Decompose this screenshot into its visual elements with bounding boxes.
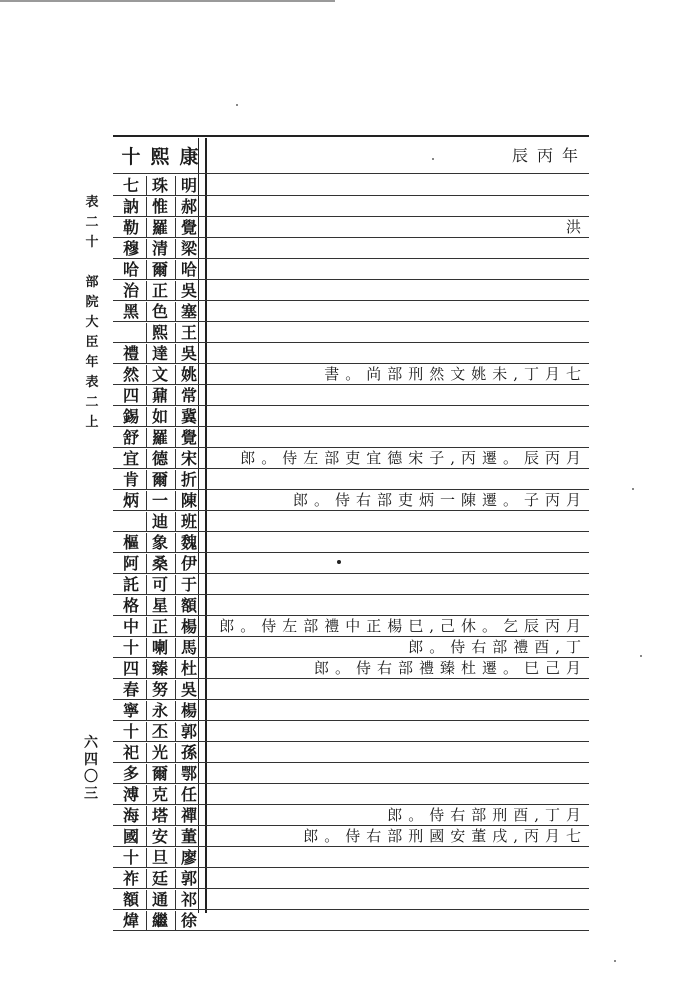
name-char: 一: [146, 491, 173, 511]
ink-speck: [632, 488, 634, 490]
row-names: [118, 827, 202, 847]
row-names: [118, 386, 202, 406]
name-char: 爾: [146, 764, 173, 784]
name-char: 陳: [175, 491, 202, 511]
row-names: [118, 260, 202, 280]
name-char: 多: [122, 764, 139, 783]
row-names: [118, 617, 202, 637]
table-row: [113, 280, 589, 301]
name-char: 春: [122, 680, 139, 699]
row-names: [118, 239, 202, 259]
name-char: 煒: [122, 911, 139, 930]
name-char: 努: [146, 680, 173, 700]
row-names: [118, 449, 202, 469]
table-row: [113, 595, 589, 616]
name-char: 爾: [146, 260, 173, 280]
ink-speck: [640, 655, 642, 657]
row-entry: 書。尚部刑然文姚未,丁月七: [324, 365, 587, 383]
name-char: 禮: [122, 344, 139, 363]
name-char: 哈: [175, 260, 202, 280]
name-char: 郭: [175, 869, 202, 889]
name-char: 珠: [146, 176, 173, 196]
name-char: 班: [175, 512, 202, 532]
name-char: 丕: [146, 722, 173, 742]
name-char: 然: [122, 365, 139, 384]
row-names: [118, 218, 202, 238]
name-char: 清: [146, 239, 173, 259]
table-row: [113, 322, 589, 343]
ink-speck: [236, 104, 238, 106]
name-char: 阿: [122, 554, 139, 573]
name-char: 楊: [175, 617, 202, 637]
name-char: 迪: [146, 512, 173, 532]
name-char: 勒: [122, 218, 139, 237]
name-char: 達: [146, 344, 173, 364]
row-names: [118, 176, 202, 196]
side-title-char: 表: [85, 375, 99, 390]
name-char: 安: [146, 827, 173, 847]
name-char: 羅: [146, 428, 173, 448]
table-row: [113, 490, 589, 511]
name-char: 郭: [175, 722, 202, 742]
name-char: 廷: [146, 869, 173, 889]
name-char: 炳: [122, 491, 139, 510]
name-char: 額: [175, 596, 202, 616]
name-char: 羅: [146, 218, 173, 238]
table-row: [113, 511, 589, 532]
name-char: 塔: [146, 806, 173, 826]
page-number-char: 三: [84, 786, 98, 802]
name-char: 熙: [146, 323, 173, 343]
name-char: 祚: [122, 869, 139, 888]
header-name-char: 熙: [150, 146, 170, 168]
page-top-edge: [0, 0, 335, 2]
table-row: [113, 259, 589, 280]
name-char: 廖: [175, 848, 202, 868]
header-name-char: 十: [121, 146, 141, 168]
name-char: 四: [122, 659, 139, 678]
row-names: [118, 302, 202, 322]
row-entry: 郎。侍右部刑國安董戌,丙月七: [303, 827, 587, 845]
name-char: 中: [122, 617, 139, 636]
side-title-char: [84, 256, 100, 276]
name-char: 馬: [175, 638, 202, 658]
row-entry: 郎。侍左部吏宜德宋子,丙遷。辰丙月: [240, 449, 587, 467]
name-char: 十: [122, 848, 139, 867]
name-char: 色: [146, 302, 173, 322]
row-names: [118, 512, 202, 532]
table-row: [113, 742, 589, 763]
name-char: 杜: [175, 659, 202, 679]
name-char: 桑: [146, 554, 173, 574]
row-names: [118, 764, 202, 784]
side-title-char: 二: [85, 215, 99, 230]
side-title-char: 年: [85, 355, 99, 370]
name-char: 吳: [175, 281, 202, 301]
row-names: [118, 344, 202, 364]
name-char: 伊: [175, 554, 202, 574]
row-names: [118, 197, 202, 217]
page-number-char: 六: [84, 735, 98, 751]
row-entry: 洪: [565, 218, 587, 236]
table-row: [113, 889, 589, 910]
name-char: 塞: [175, 302, 202, 322]
name-char: 梁: [175, 239, 202, 259]
table-row: [113, 343, 589, 364]
table-top-rule: [113, 135, 589, 137]
row-names: [118, 533, 202, 553]
name-char: 十: [122, 638, 139, 657]
name-char: 肯: [122, 470, 139, 489]
name-char: 郝: [175, 197, 202, 217]
name-char: 于: [175, 575, 202, 595]
name-char: 格: [122, 596, 139, 615]
name-char: 臻: [146, 659, 173, 679]
row-names: [118, 701, 202, 721]
name-char: 海: [122, 806, 139, 825]
name-char: 王: [175, 323, 202, 343]
table-row: [113, 406, 589, 427]
name-char: 溥: [122, 785, 139, 804]
side-title-char: 大: [85, 315, 99, 330]
table-row: [113, 679, 589, 700]
name-char: 象: [146, 533, 173, 553]
table-row: [113, 217, 589, 238]
row-rule: [113, 930, 589, 931]
row-names: [118, 911, 202, 931]
name-char: 孫: [175, 743, 202, 763]
table-row: [113, 826, 589, 847]
side-title-char: 院: [85, 295, 99, 310]
table-row: [113, 196, 589, 217]
name-char: 祀: [122, 743, 139, 762]
row-entry: 郎。侍右部禮臻杜遷。巳己月: [313, 659, 587, 677]
side-title-char: 臣: [85, 335, 99, 350]
table-row: [113, 574, 589, 595]
name-char: 惟: [146, 197, 173, 217]
table-row: [113, 427, 589, 448]
row-names: [118, 722, 202, 742]
table-row: [113, 469, 589, 490]
side-title-char: 部: [85, 275, 99, 290]
name-char: 黑: [122, 302, 139, 321]
name-char: 可: [146, 575, 173, 595]
row-names: [118, 470, 202, 490]
name-char: 樞: [122, 533, 139, 552]
name-char: 喇: [146, 638, 173, 658]
ink-speck: [432, 158, 434, 160]
row-entry: 郎。侍左部禮中正楊巳,己休。乞辰丙月: [219, 617, 587, 635]
name-char: 七: [122, 176, 139, 195]
name-char: 訥: [122, 197, 139, 216]
page-number-char: 〇: [84, 769, 98, 785]
name-char: 祁: [175, 890, 202, 910]
name-char: 國: [122, 827, 139, 846]
side-title-char: 二: [85, 395, 99, 410]
table-row: [113, 532, 589, 553]
row-names: [118, 785, 202, 805]
ink-dot: [337, 560, 341, 564]
table-row: [113, 175, 589, 196]
name-char: 治: [122, 281, 139, 300]
row-names: [118, 806, 202, 826]
name-char: 正: [146, 617, 173, 637]
name-char: 魏: [175, 533, 202, 553]
name-char: 董: [175, 827, 202, 847]
table-row: [113, 301, 589, 322]
name-char: 十: [122, 722, 139, 741]
name-char: [118, 323, 144, 343]
name-char: 吳: [175, 680, 202, 700]
name-char: 宋: [175, 449, 202, 469]
name-char: 覺: [175, 428, 202, 448]
name-char: 克: [146, 785, 173, 805]
name-char: 繼: [146, 911, 173, 931]
name-char: 鄂: [175, 764, 202, 784]
name-char: 徐: [175, 911, 202, 931]
ink-speck: [614, 960, 616, 962]
row-names: [118, 575, 202, 595]
side-running-title: [84, 196, 100, 436]
table-row: [113, 868, 589, 889]
name-char: 如: [146, 407, 173, 427]
name-char: 旦: [146, 848, 173, 868]
table-row: [113, 784, 589, 805]
name-char: 明: [175, 176, 202, 196]
row-names: [118, 323, 202, 343]
table-row: [113, 616, 589, 637]
side-title-char: 表: [85, 195, 99, 210]
row-names: [118, 848, 202, 868]
name-char: 禪: [175, 806, 202, 826]
name-char: 德: [146, 449, 173, 469]
page-number: [83, 736, 99, 804]
name-char: 額: [122, 890, 139, 909]
row-entry: 郎。侍右部禮酉,丁: [408, 638, 587, 656]
name-char: 永: [146, 701, 173, 721]
row-entry: 郎。侍右部吏炳一陳遷。子丙月: [292, 491, 587, 509]
row-names: [118, 407, 202, 427]
header-year: 辰丙年: [511, 146, 587, 165]
table-row: [113, 910, 589, 931]
name-char: 宜: [122, 449, 139, 468]
row-names: [118, 743, 202, 763]
table-row: [113, 448, 589, 469]
row-names: [118, 365, 202, 385]
page-number-char: 四: [84, 752, 98, 768]
name-char: 吳: [175, 344, 202, 364]
table-row: [113, 238, 589, 259]
table-row: [113, 658, 589, 679]
name-char: 通: [146, 890, 173, 910]
name-char: 寧: [122, 701, 139, 720]
name-char: 舒: [122, 428, 139, 447]
row-names: [118, 428, 202, 448]
table-row: [113, 805, 589, 826]
name-char: 文: [146, 365, 173, 385]
table-row: [113, 763, 589, 784]
name-char: 姚: [175, 365, 202, 385]
header-row: [113, 138, 589, 174]
name-char: 折: [175, 470, 202, 490]
name-char: 正: [146, 281, 173, 301]
header-names: [118, 139, 202, 175]
name-char: 常: [175, 386, 202, 406]
name-char: 錫: [122, 407, 139, 426]
row-names: [118, 638, 202, 658]
header-name-char: 康: [179, 146, 199, 168]
name-char: [118, 512, 144, 532]
name-char: 爾: [146, 470, 173, 490]
name-char: 冀: [175, 407, 202, 427]
row-names: [118, 659, 202, 679]
name-char: 託: [122, 575, 139, 594]
table-row: [113, 700, 589, 721]
row-names: [118, 281, 202, 301]
name-char: 楊: [175, 701, 202, 721]
row-rule: [113, 173, 589, 174]
name-char: 任: [175, 785, 202, 805]
name-char: 穆: [122, 239, 139, 258]
name-char: 覺: [175, 218, 202, 238]
table-row: [113, 553, 589, 574]
table-row: [113, 721, 589, 742]
row-names: [118, 869, 202, 889]
side-title-char: 上: [85, 415, 99, 430]
row-names: [118, 890, 202, 910]
name-char: 鼐: [146, 386, 173, 406]
name-char: 四: [122, 386, 139, 405]
row-names: [118, 680, 202, 700]
row-entry: 郎。侍右部刑酉,丁月: [387, 806, 587, 824]
row-names: [118, 491, 202, 511]
table-row: [113, 847, 589, 868]
row-names: [118, 554, 202, 574]
row-names: [118, 596, 202, 616]
side-title-char: 十: [85, 235, 99, 250]
name-char: 哈: [122, 260, 139, 279]
name-char: 星: [146, 596, 173, 616]
table-row: [113, 637, 589, 658]
name-char: 光: [146, 743, 173, 763]
table-row: [113, 364, 589, 385]
table-row: [113, 385, 589, 406]
